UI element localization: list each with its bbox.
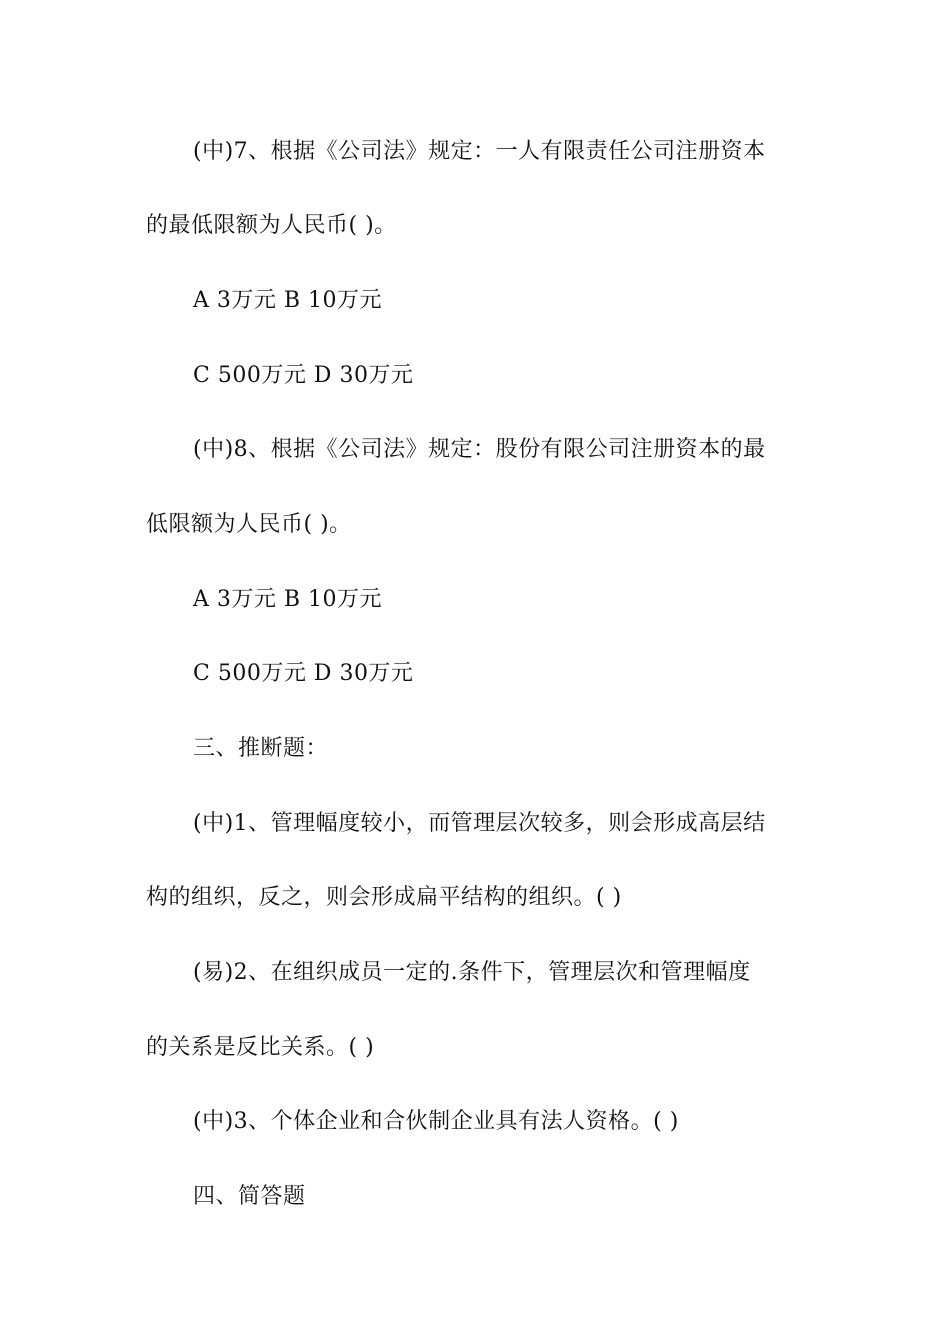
judgment-2-line-1: (易)2、在组织成员一定的.条件下，管理层次和管理幅度 (193, 960, 751, 985)
judgment-2-line-2: 的关系是反比关系。( ) (146, 1035, 375, 1060)
judgment-3-line-1: (中)3、个体企业和合伙制企业具有法人资格。( ) (193, 1109, 679, 1134)
question-8-line-1: (中)8、根据《公司法》规定：股份有限公司注册资本的最 (193, 437, 766, 462)
question-7-options-cd: C 500万元 D 30万元 (193, 363, 414, 388)
section-heading-short-answer: 四、简答题 (193, 1184, 306, 1209)
question-8-options-cd: C 500万元 D 30万元 (193, 661, 414, 686)
section-heading-judgment: 三、推断题： (193, 736, 329, 761)
judgment-1-line-2: 构的组织，反之，则会形成扁平结构的组织。( ) (146, 885, 622, 910)
judgment-1-line-1: (中)1、管理幅度较小，而管理层次较多，则会形成高层结 (193, 811, 766, 836)
question-8-line-2: 低限额为人民币( )。 (146, 512, 352, 537)
question-8-options-ab: A 3万元 B 10万元 (193, 587, 383, 612)
question-7-line-2: 的最低限额为人民币( )。 (146, 213, 397, 238)
question-7-options-ab: A 3万元 B 10万元 (193, 288, 383, 313)
question-7-line-1: (中)7、根据《公司法》规定：一人有限责任公司注册资本 (193, 139, 766, 164)
